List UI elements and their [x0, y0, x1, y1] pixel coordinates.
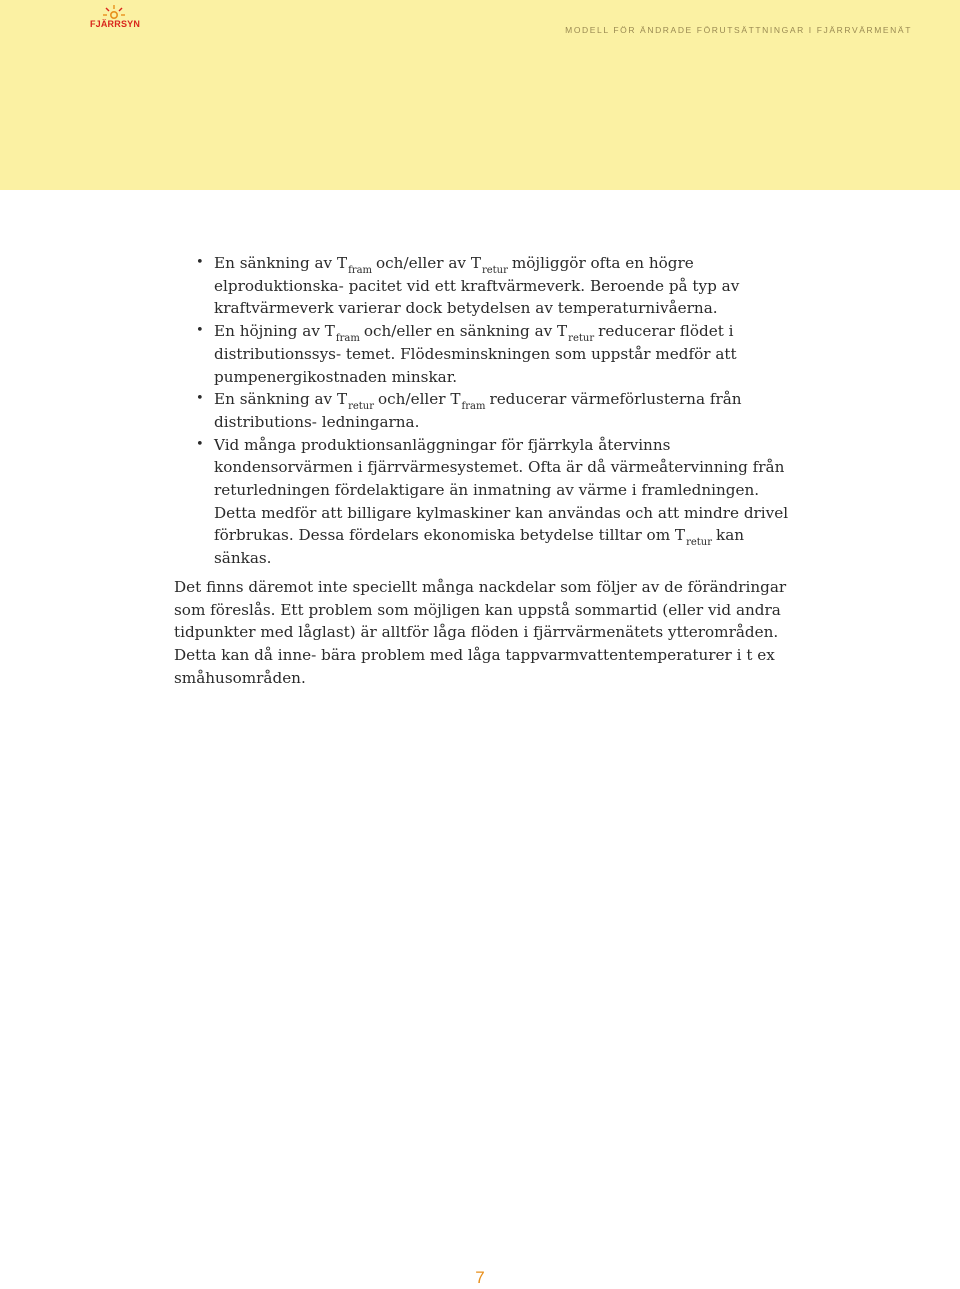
subscript: retur — [348, 401, 375, 413]
body-content — [174, 252, 794, 689]
subscript: retur — [568, 333, 595, 345]
subscript: retur — [686, 537, 712, 549]
subscript: retur — [481, 265, 508, 276]
text-segment: och/eller T — [378, 390, 461, 409]
subscript: fram — [335, 333, 360, 345]
text-segment: Vid många produktionsanläggningar för fjärrkyla återvinns kondensorvärmen i fjärrvärmesystemet. Ofta är då värmeåtervinning från returledningen fördelaktigare än inmatning av värme i framledningen. Detta medför att billigare kylmaskiner kan användas och att mindre drivel förbrukas. Dessa fördelars ekonomiska betydelse tilltar om T — [214, 435, 789, 545]
bullet-item — [174, 388, 794, 433]
fjarrsyn-logo — [88, 4, 140, 30]
header-band — [0, 0, 960, 190]
text-segment: och/eller av T — [376, 254, 481, 272]
text-segment: En höjning av T — [214, 322, 335, 341]
text-segment: och/eller en sänkning av T — [363, 322, 568, 341]
text-segment: reducerar flödet i distributionssys- temet. Flödesminskningen som uppstår medför att pumpenergikostnaden minskar. — [214, 322, 737, 386]
bullet-dot: • — [196, 323, 204, 339]
bullet-item — [174, 252, 794, 320]
sun-icon — [102, 4, 126, 20]
text-segment: En sänkning av T — [214, 254, 348, 272]
subscript: fram — [348, 265, 373, 276]
text-segment: möjliggör ofta en högre elproduktionska- pacitet vid ett kraftvärmeverk. Beroende på typ av kraftvärmeverk varierar dock betydelsen av temperaturnivåerna. — [214, 254, 740, 318]
bullet-dot: • — [196, 255, 204, 270]
subscript: fram — [461, 401, 486, 413]
bullet-item — [174, 320, 794, 388]
bullet-item — [174, 434, 794, 570]
text-segment: En sänkning av T — [214, 390, 348, 409]
text-segment: reducerar värmeförlusterna från distributions- ledningarna. — [214, 390, 742, 431]
running-head: MODELL FÖR ÄNDRADE FÖRUTSÄTTNINGAR I FJÄRRVÄRMENÄT — [565, 25, 912, 35]
bullet-dot: • — [196, 436, 204, 452]
text-segment: kan sänkas. — [214, 526, 745, 568]
page-number: 7 — [475, 1268, 485, 1287]
logo-text: FJÄRRSYN — [89, 19, 141, 29]
bullet-dot: • — [196, 391, 204, 407]
body-paragraph: Det finns däremot inte speciellt många nackdelar som följer av de förändringar som föreslås. Ett problem som möjligen kan uppstå sommartid (eller vid andra tidpunkter med låglast) är alltför låga flöden i fjärrvärmenätets ytterområden. Detta kan då inne- bära problem med låga tappvarmvattentemperaturer i t ex småhusområden. — [174, 577, 787, 687]
bullet-list — [174, 252, 794, 570]
